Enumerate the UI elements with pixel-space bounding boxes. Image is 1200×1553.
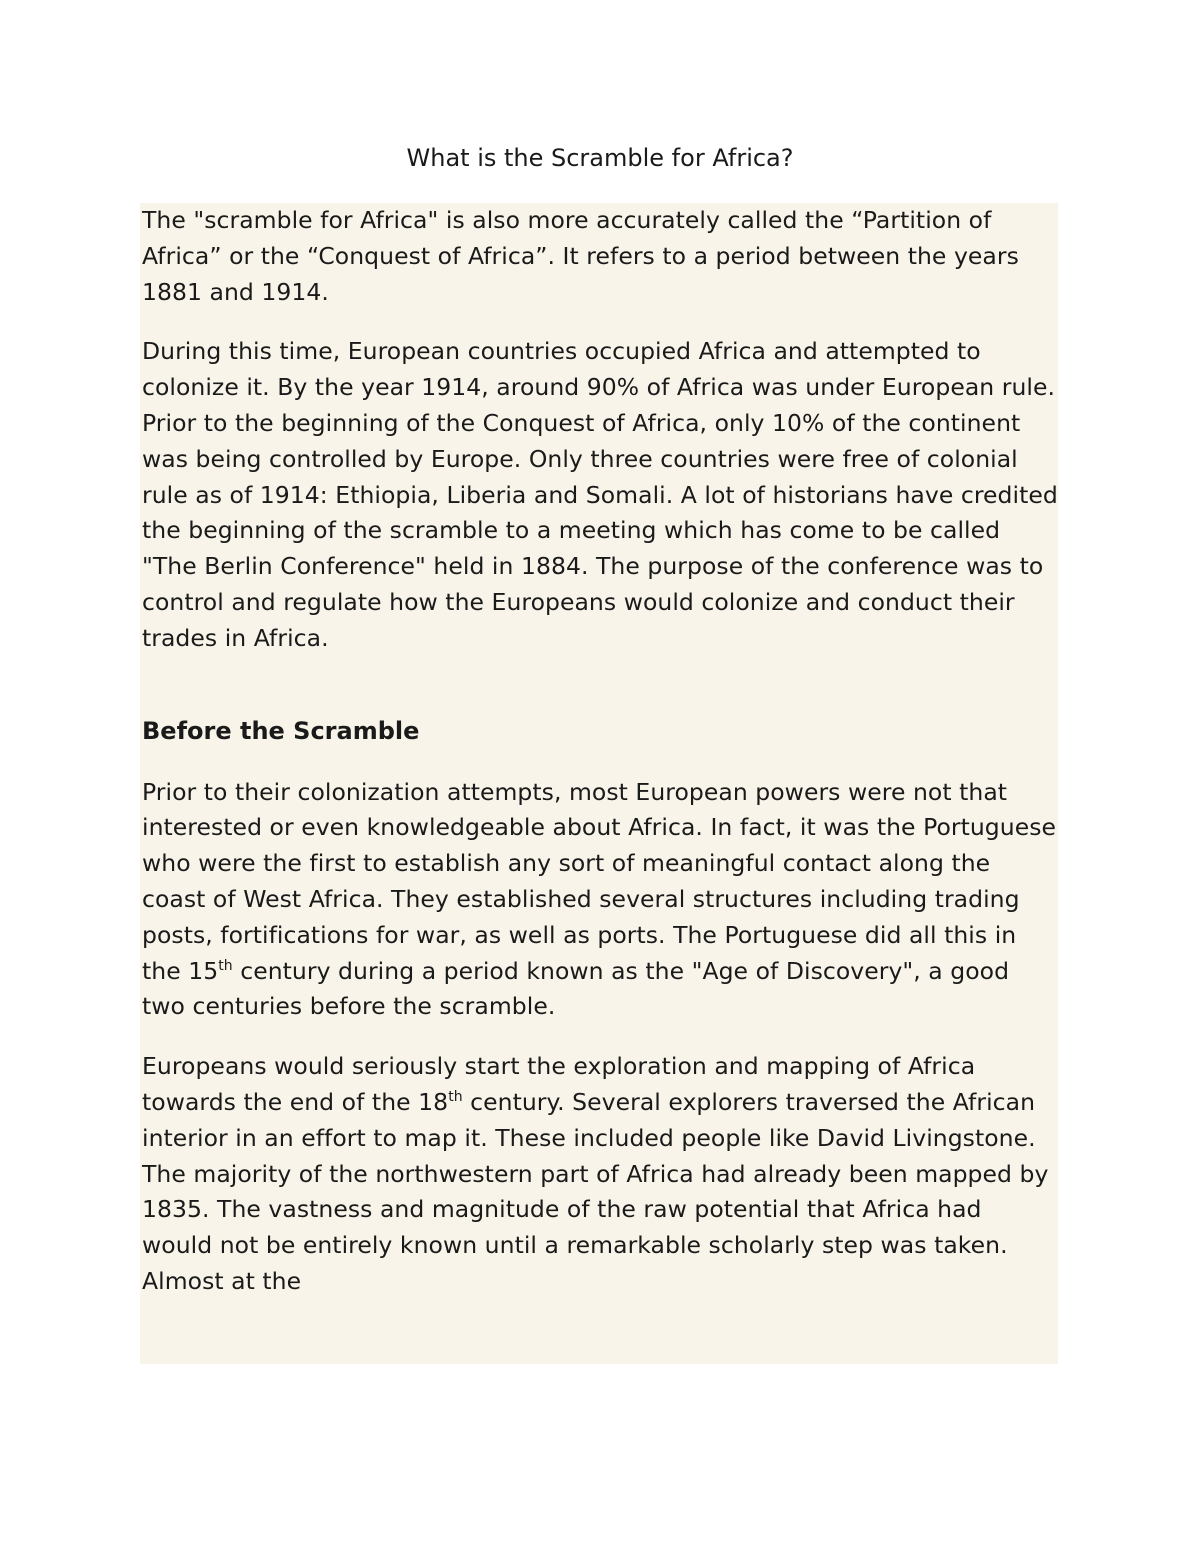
paragraph-exploration-text-2: century. Several explorers traversed the African interior in an effort to map it. These included people like David Livingstone. The majority of the northwestern part of Africa had already been mapped by 1835. The vastness and magnitude of the raw potential that Africa had would not be entirely known until a remarkable scholarly step was taken. Almost at the <box>142 1087 1049 1295</box>
paragraph-portuguese-contact <box>142 775 1058 1026</box>
paragraph-exploration-mapping <box>142 1049 1058 1300</box>
paragraph-european-occupation: During this time, European countries occupied Africa and attempted to colonize it. By the year 1914, around 90% of Africa was under European rule. Prior to the beginning of the Conquest of Africa, only 10% of the continent was being controlled by Europe. Only three countries were free of colonial rule as of 1914: Ethiopia, Liberia and Somali. A lot of historians have credited the beginning of the scramble to a meeting which has come to be called "The Berlin Conference" held in 1884. The purpose of the conference was to control and regulate how the Europeans would colonize and conduct their trades in Africa. <box>142 337 1058 652</box>
ordinal-suffix-15th: th <box>218 957 233 974</box>
paragraph-portuguese-text-2: century during a period known as the "Age of Discovery", a good two centuries before the scramble. <box>142 956 1010 1021</box>
content-body <box>140 203 1058 1300</box>
section-heading-before-the-scramble: Before the Scramble <box>142 716 420 745</box>
highlighted-content-block <box>140 203 1058 1364</box>
paragraph-exploration-text-1: Europeans would seriously start the exploration and mapping of Africa towards the end of the 18 <box>142 1052 976 1116</box>
paragraph-portuguese-text-1: Prior to their colonization attempts, most European powers were not that interested or even knowledgeable about Africa. In fact, it was the Portuguese who were the first to establish any sort of meaningful contact along the coast of West Africa. They established several structures including trading posts, fortifications for war, as well as ports. The Portuguese did all this in the 15 <box>142 777 1057 985</box>
paragraph-intro: The "scramble for Africa" is also more accurately called the “Partition of Africa” or the “Conquest of Africa”. It refers to a period between the years 1881 and 1914. <box>142 206 1019 306</box>
document-title: What is the Scramble for Africa? <box>406 144 794 172</box>
ordinal-suffix-18th: th <box>448 1089 463 1106</box>
